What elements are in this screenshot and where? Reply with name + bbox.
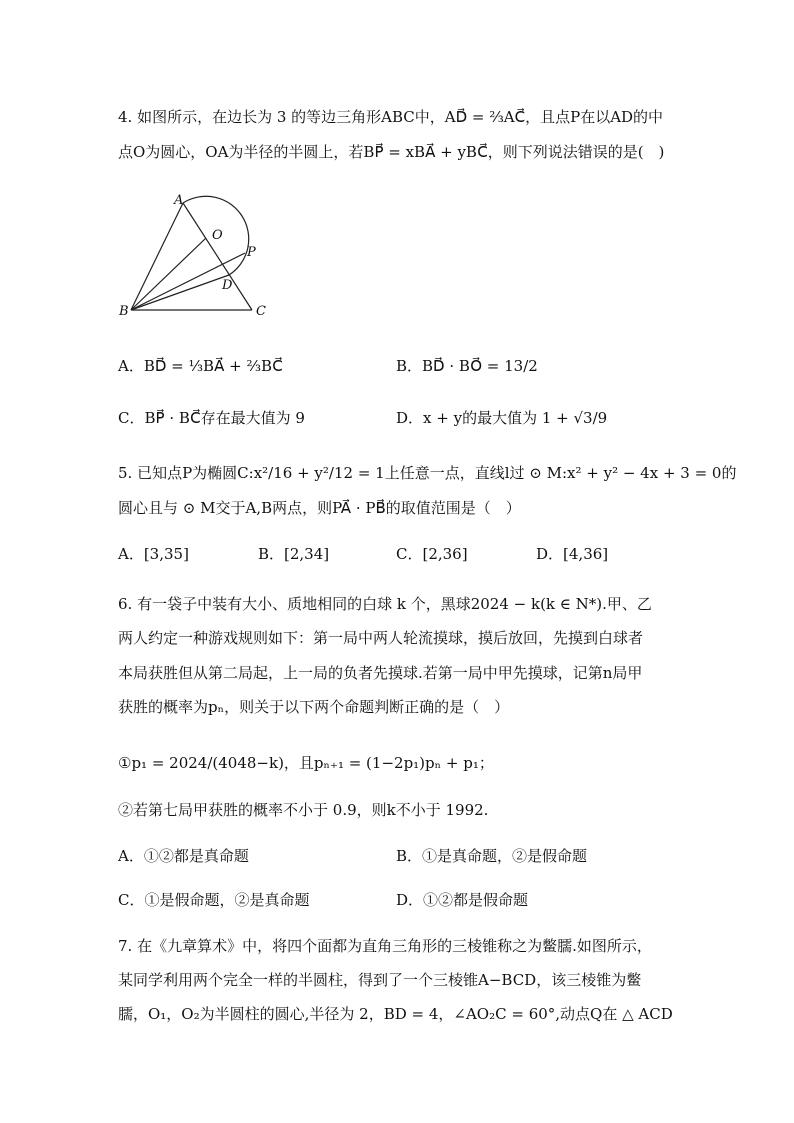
segment-ac bbox=[183, 203, 252, 310]
q5-option-a: A．[3,35] bbox=[118, 545, 189, 563]
label-p: P bbox=[247, 245, 256, 260]
q4-option-a: A．BD⃗ = ⅓BA⃗ + ⅔BC⃗ bbox=[118, 357, 283, 375]
q4-option-d: D．x + y的最大值为 1 + √3/9 bbox=[396, 409, 608, 427]
q4-triangle-figure bbox=[118, 190, 278, 325]
segment-bo bbox=[131, 238, 206, 310]
q6-option-c: C．①是假命题，②是真命题 bbox=[118, 891, 310, 909]
q6-option-d: D．①②都是假命题 bbox=[396, 891, 529, 909]
label-b: B bbox=[119, 304, 129, 319]
q6-statement-1: ①p₁ = 2024/(4048−k)，且pₙ₊₁ = (1−2p₁)pₙ + p₁； bbox=[118, 754, 494, 772]
q6-option-b: B．①是真命题，②是假命题 bbox=[396, 847, 588, 865]
q7-text-line-3: 臑，O₁，O₂为半圆柱的圆心,半径为 2，BD = 4，∠AO₂C = 60°,动点Q在 △ ACD bbox=[118, 1005, 673, 1023]
label-d: D bbox=[222, 278, 233, 293]
label-c: C bbox=[256, 304, 266, 319]
q4-text-line-2: 点O为圆心，OA为半径的半圆上，若BP⃗ = xBA⃗ + yBC⃗，则下列说法错误的是( ) bbox=[118, 143, 665, 161]
q6-text-line-1: 6. 有一袋子中装有大小、质地相同的白球 k 个，黑球2024 − k(k ∈ N*).甲、乙 bbox=[118, 595, 652, 613]
q5-text-line-1: 5. 已知点P为椭圆C:x²/16 + y²/12 = 1上任意一点，直线l过 ⊙ M:x² + y² − 4x + 3 = 0的 bbox=[118, 464, 737, 482]
label-a: A bbox=[174, 193, 184, 208]
q5-option-c: C．[2,36] bbox=[396, 545, 468, 563]
q4-text-line-1: 4. 如图所示，在边长为 3 的等边三角形ABC中，AD⃗ = ⅔AC⃗，且点P在以AD的中 bbox=[118, 108, 664, 126]
q6-text-line-4: 获胜的概率为pₙ，则关于以下两个命题判断正确的是（ ） bbox=[118, 698, 510, 716]
q6-statement-2: ②若第七局甲获胜的概率不小于 0.9，则k不小于 1992. bbox=[118, 801, 489, 819]
q5-option-b: B．[2,34] bbox=[258, 545, 330, 563]
label-o: O bbox=[212, 228, 223, 243]
q7-text-line-2: 某同学利用两个完全一样的半圆柱，得到了一个三棱锥A−BCD，该三棱锥为鳖 bbox=[118, 971, 642, 989]
q4-option-c: C．BP⃗ · BC⃗存在最大值为 9 bbox=[118, 409, 305, 427]
q5-text-line-2: 圆心且与 ⊙ M交于A,B两点，则PA⃗ · PB⃗的取值范围是（ ） bbox=[118, 499, 521, 517]
q6-text-line-2: 两人约定一种游戏规则如下：第一局中两人轮流摸球，摸后放回，先摸到白球者 bbox=[118, 629, 644, 647]
q7-text-line-1: 7. 在《九章算术》中，将四个面都为直角三角形的三棱锥称之为鳖臑.如图所示， bbox=[118, 937, 652, 955]
q4-option-b: B．BD⃗ · BO⃗ = 13/2 bbox=[396, 357, 538, 375]
q6-text-line-3: 本局获胜但从第二局起，上一局的负者先摸球.若第一局中甲先摸球，记第n局甲 bbox=[118, 664, 643, 682]
q6-option-a: A．①②都是真命题 bbox=[118, 847, 249, 865]
q5-option-d: D．[4,36] bbox=[536, 545, 609, 563]
